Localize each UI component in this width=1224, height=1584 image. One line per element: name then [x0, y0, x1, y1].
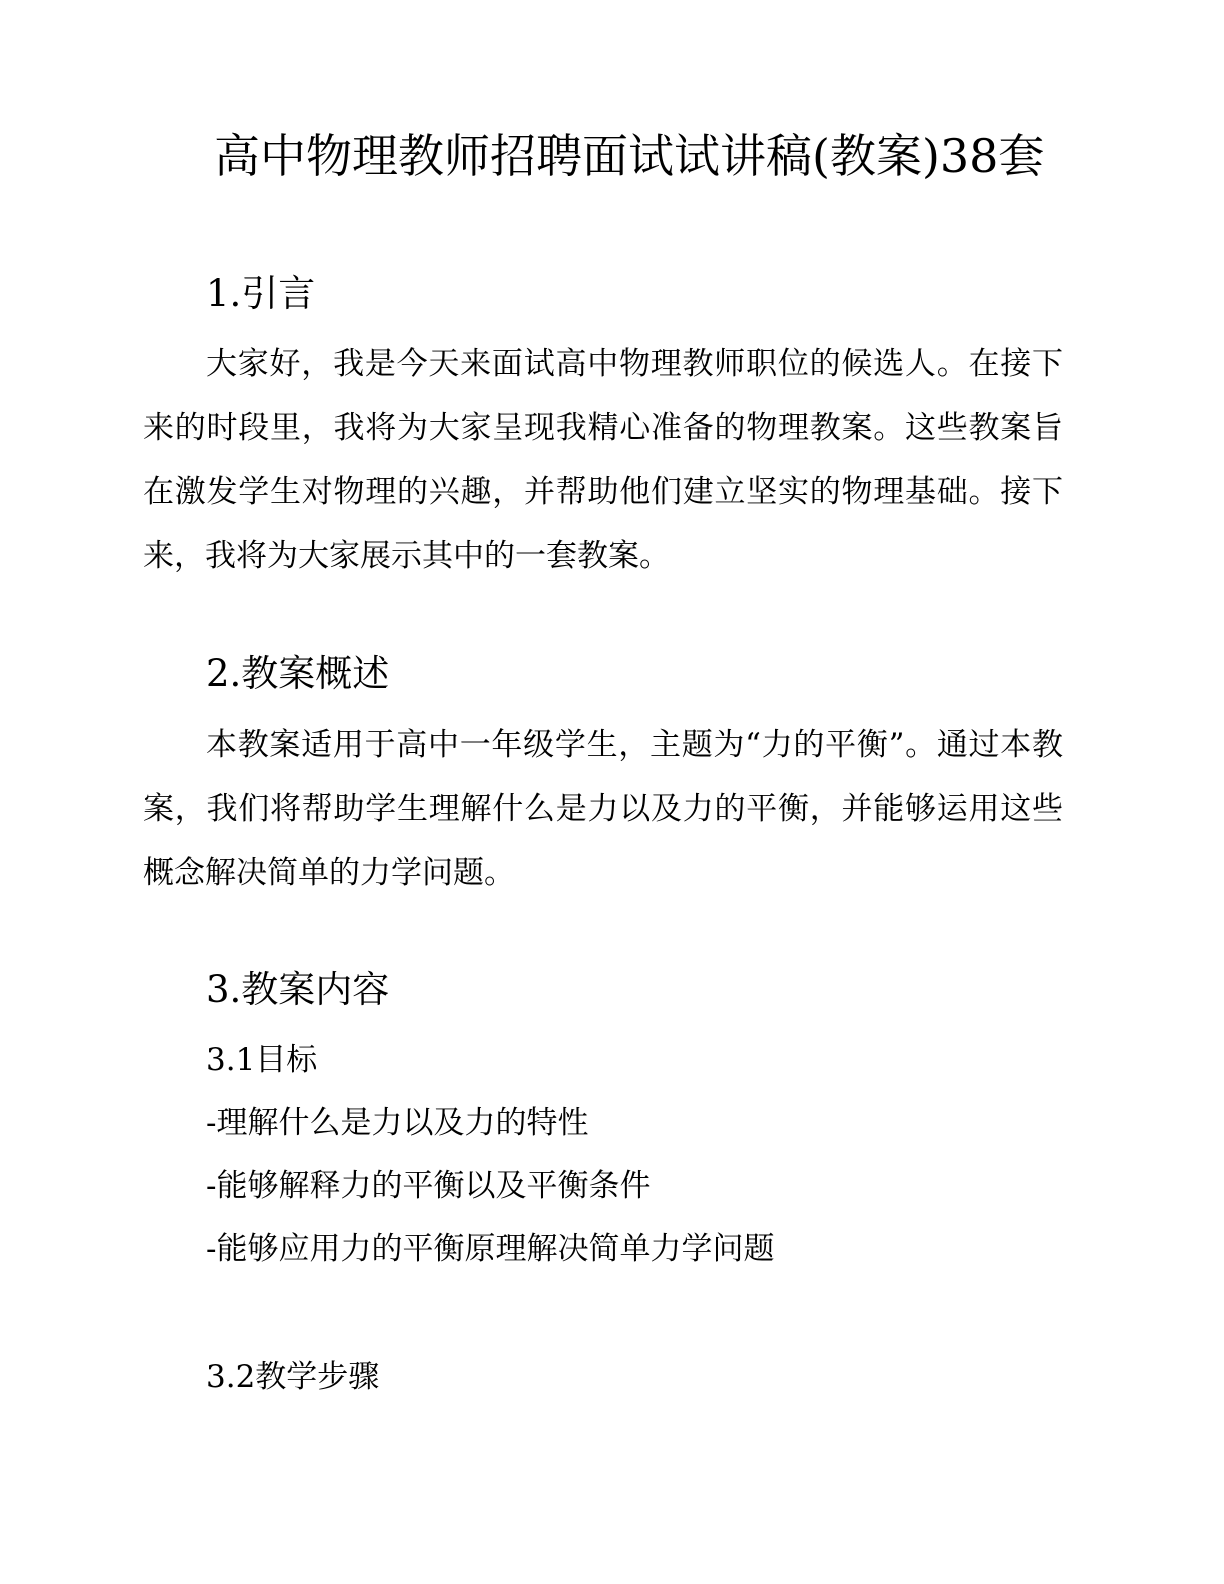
section-heading-overview: 2.教案概述	[206, 652, 390, 695]
section-heading-content: 3.教案内容	[206, 968, 390, 1011]
document-title: 高中物理教师招聘面试试讲稿(教案)38套	[214, 129, 1045, 183]
section-paragraph-introduction: 大家好，我是今天来面试高中物理教师职位的候选人。在接下来的时段里，我将为大家呈现我精心准备的物理教案。这些教案旨在激发学生对物理的兴趣，并帮助他们建立坚实的物理基础。接下来，我将为大家展示其中的一套教案。	[143, 346, 1063, 574]
goal-item: -能够应用力的平衡原理解决简单力学问题	[206, 1231, 775, 1267]
goal-item: -能够解释力的平衡以及平衡条件	[206, 1168, 651, 1204]
subsection-teaching-steps: 3.2教学步骤	[206, 1359, 380, 1395]
section-paragraph-overview: 本教案适用于高中一年级学生，主题为“力的平衡”。通过本教案，我们将帮助学生理解什么是力以及力的平衡，并能够运用这些概念解决简单的力学问题。	[143, 727, 1063, 891]
section-heading-introduction: 1.引言	[206, 272, 316, 315]
goal-item: -理解什么是力以及力的特性	[206, 1105, 589, 1141]
subsection-goals: 3.1目标	[206, 1042, 318, 1078]
